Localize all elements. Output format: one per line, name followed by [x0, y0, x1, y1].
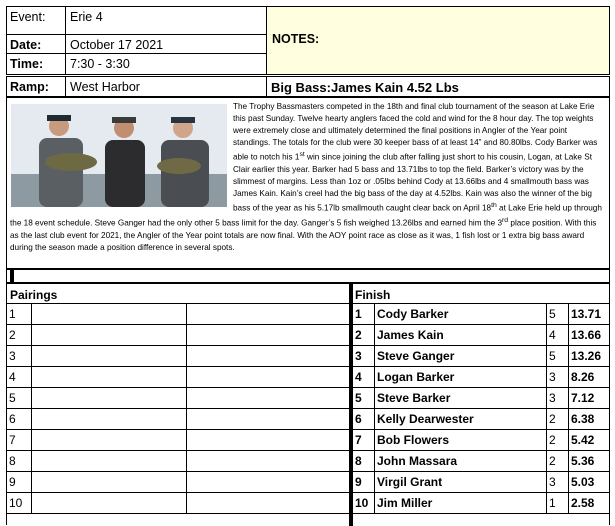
event-value: Erie 4: [70, 10, 103, 24]
finish-row: [353, 409, 610, 430]
finish-place: 3: [353, 346, 375, 367]
pairings-row: [7, 493, 352, 514]
finish-angler: Logan Barker: [375, 367, 547, 388]
big-bass-text: Big Bass:James Kain 4.52 Lbs: [271, 80, 459, 95]
time-label: Time:: [10, 57, 44, 71]
finish-box: [350, 283, 610, 525]
pairing-angler-b: [187, 304, 352, 325]
big-bass-cell: [266, 76, 610, 97]
finish-weight: 5.36: [569, 451, 610, 472]
finish-place: 8: [353, 451, 375, 472]
pairings-row: [7, 388, 352, 409]
pairing-angler-b: [187, 388, 352, 409]
time-label-cell: [6, 53, 66, 75]
pairing-angler-a: [32, 367, 187, 388]
pairing-number: 7: [7, 430, 32, 451]
finish-fish-count: 5: [547, 346, 569, 367]
pairing-angler-b: [187, 451, 352, 472]
finish-table: [352, 303, 610, 514]
pairings-row: [7, 304, 352, 325]
finish-row: [353, 472, 610, 493]
pairing-number: 9: [7, 472, 32, 493]
event-label-cell: [6, 6, 66, 35]
pairing-number: 2: [7, 325, 32, 346]
divider-mark-left: [10, 270, 14, 282]
finish-place: 9: [353, 472, 375, 493]
finish-angler: Kelly Dearwester: [375, 409, 547, 430]
finish-weight: 7.12: [569, 388, 610, 409]
finish-place: 7: [353, 430, 375, 451]
finish-angler: Steve Barker: [375, 388, 547, 409]
story-part-3: at Lake Erie held up through the 18 event schedule. Steve Ganger had the only other 5 bass limit for the day. Ganger’s 5 fish weighed 13.26lbs and earned him the 3: [10, 204, 602, 229]
story-part-4: place position. With this as the last club event for 2021, the Angler of the Year point totals are now final. With the AOY point race as close as it was, 1 fish lost or 1 extra big bass award during the season made a position difference in several spots.: [10, 219, 597, 253]
ramp-label-cell: [6, 76, 66, 97]
finish-angler: Jim Miller: [375, 493, 547, 514]
pairing-angler-a: [32, 493, 187, 514]
pairing-angler-a: [32, 388, 187, 409]
pairing-angler-a: [32, 409, 187, 430]
pairing-number: 6: [7, 409, 32, 430]
pairing-angler-a: [32, 430, 187, 451]
divider-bar: [6, 269, 610, 283]
finish-angler: Virgil Grant: [375, 472, 547, 493]
finish-fish-count: 2: [547, 451, 569, 472]
pairing-number: 1: [7, 304, 32, 325]
finish-place: 10: [353, 493, 375, 514]
pairings-row: [7, 409, 352, 430]
pairings-row: [7, 472, 352, 493]
pairing-number: 5: [7, 388, 32, 409]
finish-row: [353, 493, 610, 514]
pairing-number: 10: [7, 493, 32, 514]
ramp-value: West Harbor: [70, 80, 140, 94]
finish-fish-count: 3: [547, 388, 569, 409]
finish-fish-count: 2: [547, 430, 569, 451]
finish-row: [353, 367, 610, 388]
finish-angler: Steve Ganger: [375, 346, 547, 367]
finish-weight: 13.71: [569, 304, 610, 325]
finish-fish-count: 2: [547, 409, 569, 430]
pairings-row: [7, 430, 352, 451]
pairing-number: 3: [7, 346, 32, 367]
finish-row: [353, 346, 610, 367]
pairing-angler-b: [187, 430, 352, 451]
finish-place: 4: [353, 367, 375, 388]
pairing-angler-b: [187, 409, 352, 430]
finish-place: 1: [353, 304, 375, 325]
pairing-angler-b: [187, 367, 352, 388]
event-label: Event:: [10, 10, 46, 24]
story-box: [6, 97, 610, 269]
finish-row: [353, 451, 610, 472]
pairings-row: [7, 325, 352, 346]
finish-fish-count: 5: [547, 304, 569, 325]
finish-fish-count: 3: [547, 367, 569, 388]
pairing-angler-a: [32, 472, 187, 493]
finish-angler: Cody Barker: [375, 304, 547, 325]
pairing-angler-a: [32, 346, 187, 367]
time-value-cell: [65, 53, 267, 75]
pairing-angler-a: [32, 451, 187, 472]
finish-row: [353, 304, 610, 325]
finish-row: [353, 388, 610, 409]
ramp-label: Ramp:: [10, 80, 49, 94]
date-value: October 17 2021: [70, 38, 164, 52]
ramp-value-cell: [65, 76, 267, 97]
notes-box: [266, 6, 610, 75]
finish-angler: Bob Flowers: [375, 430, 547, 451]
story-part-2: win since joining the club after falling just short to his cousin, Logan, at Lake St Clair earlier this year. Barker had 5 bass and 13.71lbs to top the field. Barker’s victory was by the slimmest of margins. Less than 1oz or .05lbs behind Cody at 13.66lbs and 4 smallmouth bass was James Kain. Kain’s creel had the big bass of the day at 4.52lbs. Kain was also the winner of the big bass of the year as his 5.17lb smallmouth caught clear back on April 18: [233, 153, 592, 214]
event-value-cell: [65, 6, 267, 35]
pairing-number: 8: [7, 451, 32, 472]
pairing-angler-a: [32, 304, 187, 325]
finish-row: [353, 430, 610, 451]
notes-label: NOTES:: [272, 32, 320, 46]
pairings-row: [7, 451, 352, 472]
finish-weight: 8.26: [569, 367, 610, 388]
finish-place: 5: [353, 388, 375, 409]
pairing-angler-b: [187, 325, 352, 346]
finish-row: [353, 325, 610, 346]
finish-weight: 6.38: [569, 409, 610, 430]
pairings-title: Pairings: [10, 288, 58, 302]
story-sup-2: th: [491, 202, 497, 210]
finish-fish-count: 3: [547, 472, 569, 493]
pairing-number: 4: [7, 367, 32, 388]
pairing-angler-b: [187, 346, 352, 367]
date-value-cell: [65, 34, 267, 54]
pairing-angler-b: [187, 493, 352, 514]
finish-angler: James Kain: [375, 325, 547, 346]
anglers-photo: [11, 104, 227, 207]
finish-title: Finish: [355, 288, 391, 302]
pairings-row: [7, 367, 352, 388]
finish-place: 2: [353, 325, 375, 346]
pairings-table: [6, 303, 352, 514]
pairings-box: [6, 283, 351, 525]
finish-weight: 5.03: [569, 472, 610, 493]
pairings-row: [7, 346, 352, 367]
date-label-cell: [6, 34, 66, 54]
finish-weight: 2.58: [569, 493, 610, 514]
pairing-angler-a: [32, 325, 187, 346]
story-part-1: The Trophy Bassmasters competed in the 18th and final club tournament of the season at Lake Erie this past Sunday. Twelve hearty anglers faced the cold and wind for the 8 hour day. The top weights were extremely close and ultimately determined the final positions in Angler of the Year point standings. The totals for the club were 30 keeper bass of at least 14” and 80.80lbs. Cody Barker was able to notch his 1: [233, 102, 598, 163]
finish-weight: 13.26: [569, 346, 610, 367]
date-label: Date:: [10, 38, 42, 52]
story-sup-1: st: [299, 151, 305, 159]
finish-weight: 13.66: [569, 325, 610, 346]
pairing-angler-b: [187, 472, 352, 493]
anglers-photo-image: [11, 104, 227, 207]
finish-angler: John Massara: [375, 451, 547, 472]
finish-place: 6: [353, 409, 375, 430]
finish-weight: 5.42: [569, 430, 610, 451]
finish-fish-count: 4: [547, 325, 569, 346]
finish-fish-count: 1: [547, 493, 569, 514]
time-value: 7:30 - 3:30: [70, 57, 130, 71]
story-sup-3: rd: [502, 217, 509, 225]
